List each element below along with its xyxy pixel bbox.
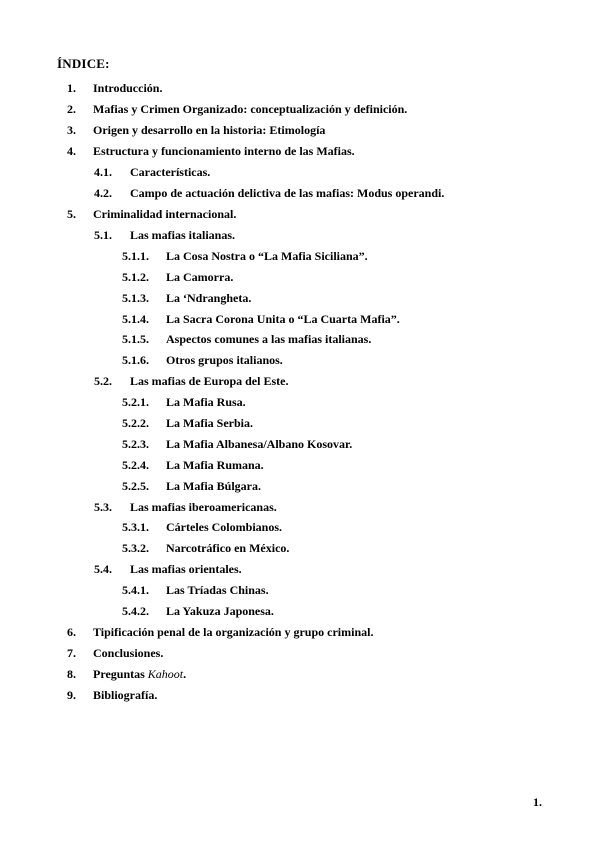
toc-text: Introducción. — [93, 81, 163, 95]
toc-text: La Mafia Serbia. — [166, 416, 253, 430]
toc-text — [93, 666, 186, 682]
toc-number: 5.2.1. — [122, 395, 149, 409]
toc-number: 9. — [67, 688, 76, 702]
toc-text: La Mafia Rusa. — [166, 395, 246, 409]
toc-number: 5.2.4. — [122, 458, 149, 472]
toc-text: Las mafias de Europa del Este. — [130, 374, 289, 388]
toc-number: 2. — [67, 102, 76, 116]
toc-number: 1. — [67, 81, 76, 95]
toc-text: La Sacra Corona Unita o “La Cuarta Mafia”. — [166, 312, 400, 326]
toc-text: La ‘Ndrangheta. — [166, 291, 252, 305]
toc-text: Cárteles Colombianos. — [166, 520, 282, 534]
toc-text: La Mafia Albanesa/Albano Kosovar. — [166, 437, 353, 451]
page-number: 1. — [533, 795, 542, 809]
toc-number: 5.2.2. — [122, 416, 149, 430]
toc-text: Las Tríadas Chinas. — [166, 583, 269, 597]
toc-number: 5.4. — [94, 562, 112, 576]
toc-text: Estructura y funcionamiento interno de las Mafias. — [93, 144, 355, 158]
toc-number: 5.3.2. — [122, 541, 149, 555]
toc-text: La Cosa Nostra o “La Mafia Siciliana”. — [166, 249, 368, 263]
toc-text: La Yakuza Japonesa. — [166, 604, 274, 618]
toc-text: Aspectos comunes a las mafias italianas. — [166, 332, 372, 346]
index-title: ÍNDICE: — [57, 56, 110, 71]
toc-number: 5.1.1. — [122, 249, 149, 263]
toc-number: 5.3.1. — [122, 520, 149, 534]
toc-number: 4.2. — [94, 186, 112, 200]
toc-text: Tipificación penal de la organización y grupo criminal. — [93, 625, 374, 639]
toc-text: Las mafias orientales. — [130, 562, 242, 576]
toc-number: 5. — [67, 207, 76, 221]
toc-text: Campo de actuación delictiva de las mafias: Modus operandi. — [130, 186, 445, 200]
toc-text: Otros grupos italianos. — [166, 353, 283, 367]
toc-number: 5.3. — [94, 500, 112, 514]
toc-text: Origen y desarrollo en la historia: Etimología — [93, 123, 326, 137]
toc-number: 7. — [67, 646, 76, 660]
toc-number: 5.1.2. — [122, 270, 149, 284]
toc-number: 5.4.1. — [122, 583, 149, 597]
toc-text: Las mafias iberoamericanas. — [130, 500, 277, 514]
toc-number: 3. — [67, 123, 76, 137]
toc-text: Conclusiones. — [93, 646, 164, 660]
toc-number: 5.1.4. — [122, 312, 149, 326]
toc-text: Características. — [130, 165, 211, 179]
toc-text-suffix: . — [183, 667, 187, 681]
toc-number: 6. — [67, 625, 76, 639]
toc-number: 5.1. — [94, 228, 112, 242]
toc-text: Mafias y Crimen Organizado: conceptualización y definición. — [93, 102, 408, 116]
toc-text: La Camorra. — [166, 270, 234, 284]
toc-number: 5.4.2. — [122, 604, 149, 618]
toc-text: La Mafia Búlgara. — [166, 479, 261, 493]
toc-number: 5.2. — [94, 374, 112, 388]
toc-text: Criminalidad internacional. — [93, 207, 237, 221]
toc-number: 4.1. — [94, 165, 112, 179]
toc-text: Bibliografía. — [93, 688, 158, 702]
toc-number: 5.1.6. — [122, 353, 149, 367]
toc-number: 4. — [67, 144, 76, 158]
toc-number: 5.1.5. — [122, 332, 149, 346]
toc-text: Las mafias italianas. — [130, 228, 236, 242]
toc-number: 5.2.5. — [122, 479, 149, 493]
toc-text-italic: Kahoot — [147, 667, 184, 681]
toc-text: Narcotráfico en México. — [166, 541, 290, 555]
toc-text: La Mafia Rumana. — [166, 458, 264, 472]
toc-number: 5.1.3. — [122, 291, 149, 305]
toc-number: 8. — [67, 667, 76, 681]
toc-text-prefix: Preguntas — [93, 667, 148, 681]
toc-number: 5.2.3. — [122, 437, 149, 451]
